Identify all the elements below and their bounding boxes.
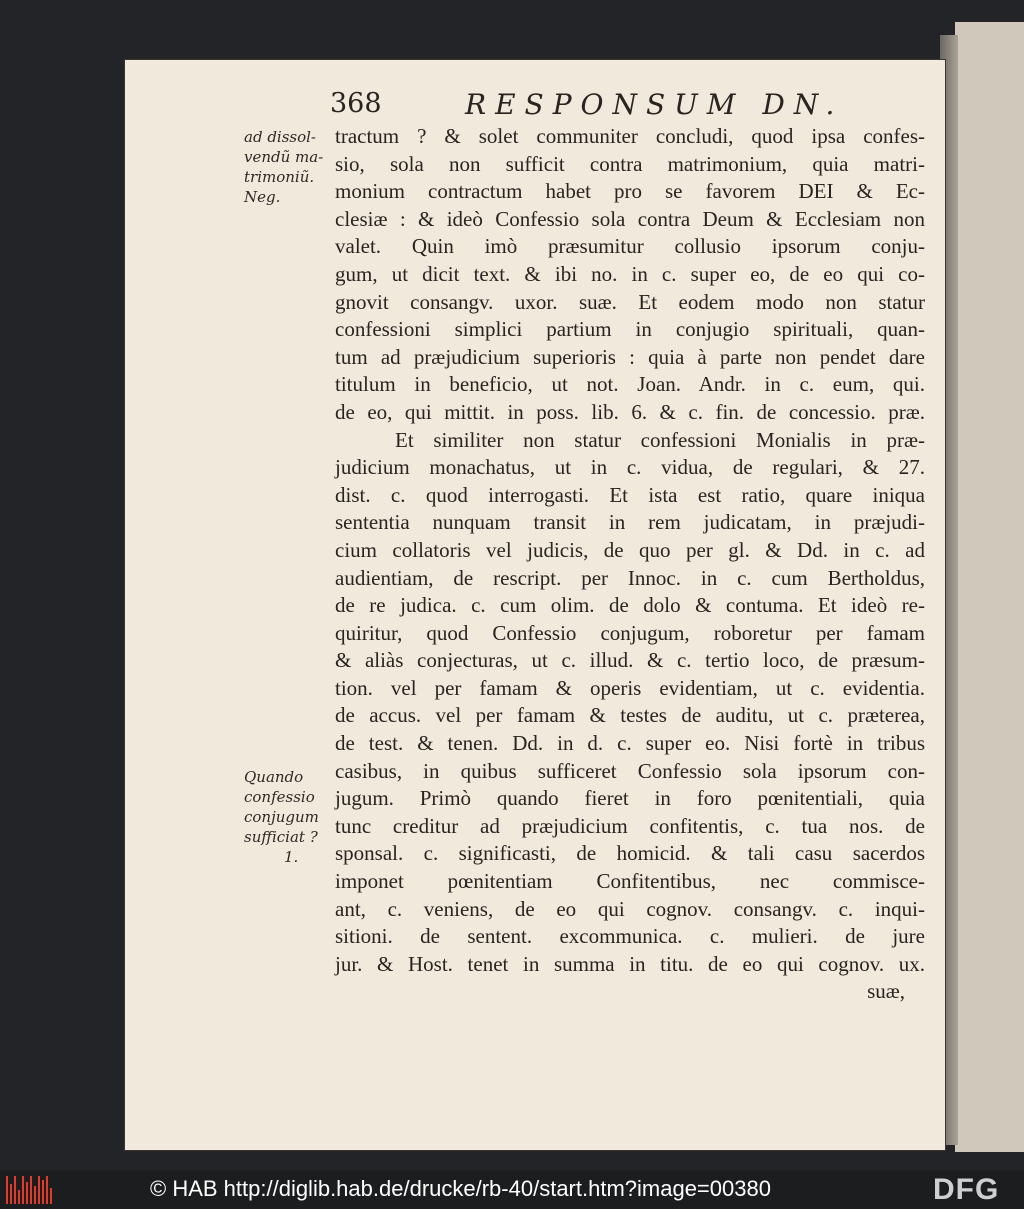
text-line: de re judica. c. cum olim. de dolo & contuma. Et ideò re- — [335, 593, 925, 618]
text-line: judicium monachatus, ut in c. vidua, de regulari, & 27. — [335, 455, 925, 480]
text-line: tunc creditur ad præjudicium confitentis, c. tua nos. de — [335, 813, 925, 838]
text-line: de eo, qui mittit. in poss. lib. 6. & c. fin. de concessio. præ. — [335, 399, 925, 424]
text-line: monium contractum habet pro se favorem DEI & Ec- — [335, 179, 925, 204]
margin-note-line: 1. — [284, 848, 299, 866]
text-line: imponet pœnitentiam Confitentibus, nec commisce- — [335, 869, 925, 894]
text-line: tion. vel per famam & operis evidentiam, ut c. evidentia. — [335, 675, 925, 700]
body-text — [335, 123, 925, 1006]
text-line: tractum ? & solet communiter concludi, quod ipsa confes- — [335, 124, 925, 148]
text-line: de accus. vel per famam & testes de auditu, ut c. præterea, — [335, 703, 925, 728]
hab-logo-icon — [6, 1176, 52, 1204]
margin-note-line: trimoniũ. — [244, 168, 315, 186]
margin-note-line: vendũ ma- — [244, 148, 324, 166]
margin-note-line: sufficiat ? — [244, 828, 318, 846]
facing-page-edge — [955, 22, 1024, 1152]
text-line: sio, sola non sufficit contra matrimonium, quia matri- — [335, 151, 925, 176]
text-line: sponsal. c. significasti, de homicid. & tali casu sacerdos — [335, 841, 925, 866]
margin-note-line: conjugum — [244, 808, 319, 826]
footer-bar — [0, 1170, 1024, 1209]
text-line: titulum in beneficio, ut not. Joan. Andr. in c. eum, qui. — [335, 372, 925, 397]
text-line: gnovit consangv. uxor. suæ. Et eodem modo non statur — [335, 289, 925, 314]
text-line: dist. c. quod interrogasti. Et ista est ratio, quare iniqua — [335, 482, 925, 507]
text-line: sententia nunquam transit in rem judicatam, in præjudi- — [335, 510, 925, 535]
margin-note-line: Neg. — [244, 188, 281, 206]
text-line: ant, c. veniens, de eo qui cognov. consangv. c. inqui- — [335, 896, 925, 921]
text-line: de test. & tenen. Dd. in d. c. super eo. Nisi fortè in tribus — [335, 731, 925, 756]
text-line: jur. & Host. tenet in summa in titu. de eo qui cognov. ux. — [335, 951, 925, 976]
text-line: confessioni simplici partium in conjugio spirituali, quan- — [335, 317, 925, 342]
credit-link[interactable]: © HAB http://diglib.hab.de/drucke/rb-40/start.htm?image=00380 — [150, 1176, 771, 1201]
catchword: suæ, — [867, 979, 905, 1004]
text-line: clesiæ : & ideò Confessio sola contra Deum & Ecclesiam non — [335, 206, 925, 231]
text-line: jugum. Primò quando fieret in foro pœnitentiali, quia — [335, 786, 925, 811]
text-line: valet. Quin imò præsumitur collusio ipsorum conju- — [335, 234, 925, 259]
text-line: Et similiter non statur confessioni Monialis in præ- — [395, 427, 925, 452]
running-title: RESPONSUM DN. — [465, 88, 844, 121]
text-line: casibus, in quibus sufficeret Confessio sola ipsorum con- — [335, 758, 925, 783]
text-line: sitioni. de sentent. excommunica. c. mulieri. de jure — [335, 924, 925, 949]
page-header — [125, 88, 945, 128]
margin-note-dissolution — [244, 127, 323, 207]
text-line: quiritur, quod Confessio conjugum, roboretur per famam — [335, 620, 925, 645]
dfg-logo: DFG — [933, 1173, 1000, 1206]
margin-note-line: ad dissol- — [244, 128, 317, 146]
page-number: 368 — [330, 88, 382, 119]
text-line: tum ad præjudicium superioris : quia à parte non pendet dare — [335, 344, 925, 369]
text-line: cium collatoris vel judicis, de quo per gl. & Dd. in c. ad — [335, 537, 925, 562]
text-line: & aliàs conjecturas, ut c. illud. & c. tertio loco, de præsum- — [335, 648, 925, 673]
book-page — [125, 60, 945, 1150]
text-line: audientiam, de rescript. per Innoc. in c. cum Bertholdus, — [335, 565, 925, 590]
text-line: gum, ut dicit text. & ibi no. in c. super eo, de eo qui co- — [335, 261, 925, 286]
margin-note-line: confessio — [244, 788, 315, 806]
margin-note-line: Quando — [244, 768, 304, 786]
margin-note-quando — [244, 767, 319, 867]
